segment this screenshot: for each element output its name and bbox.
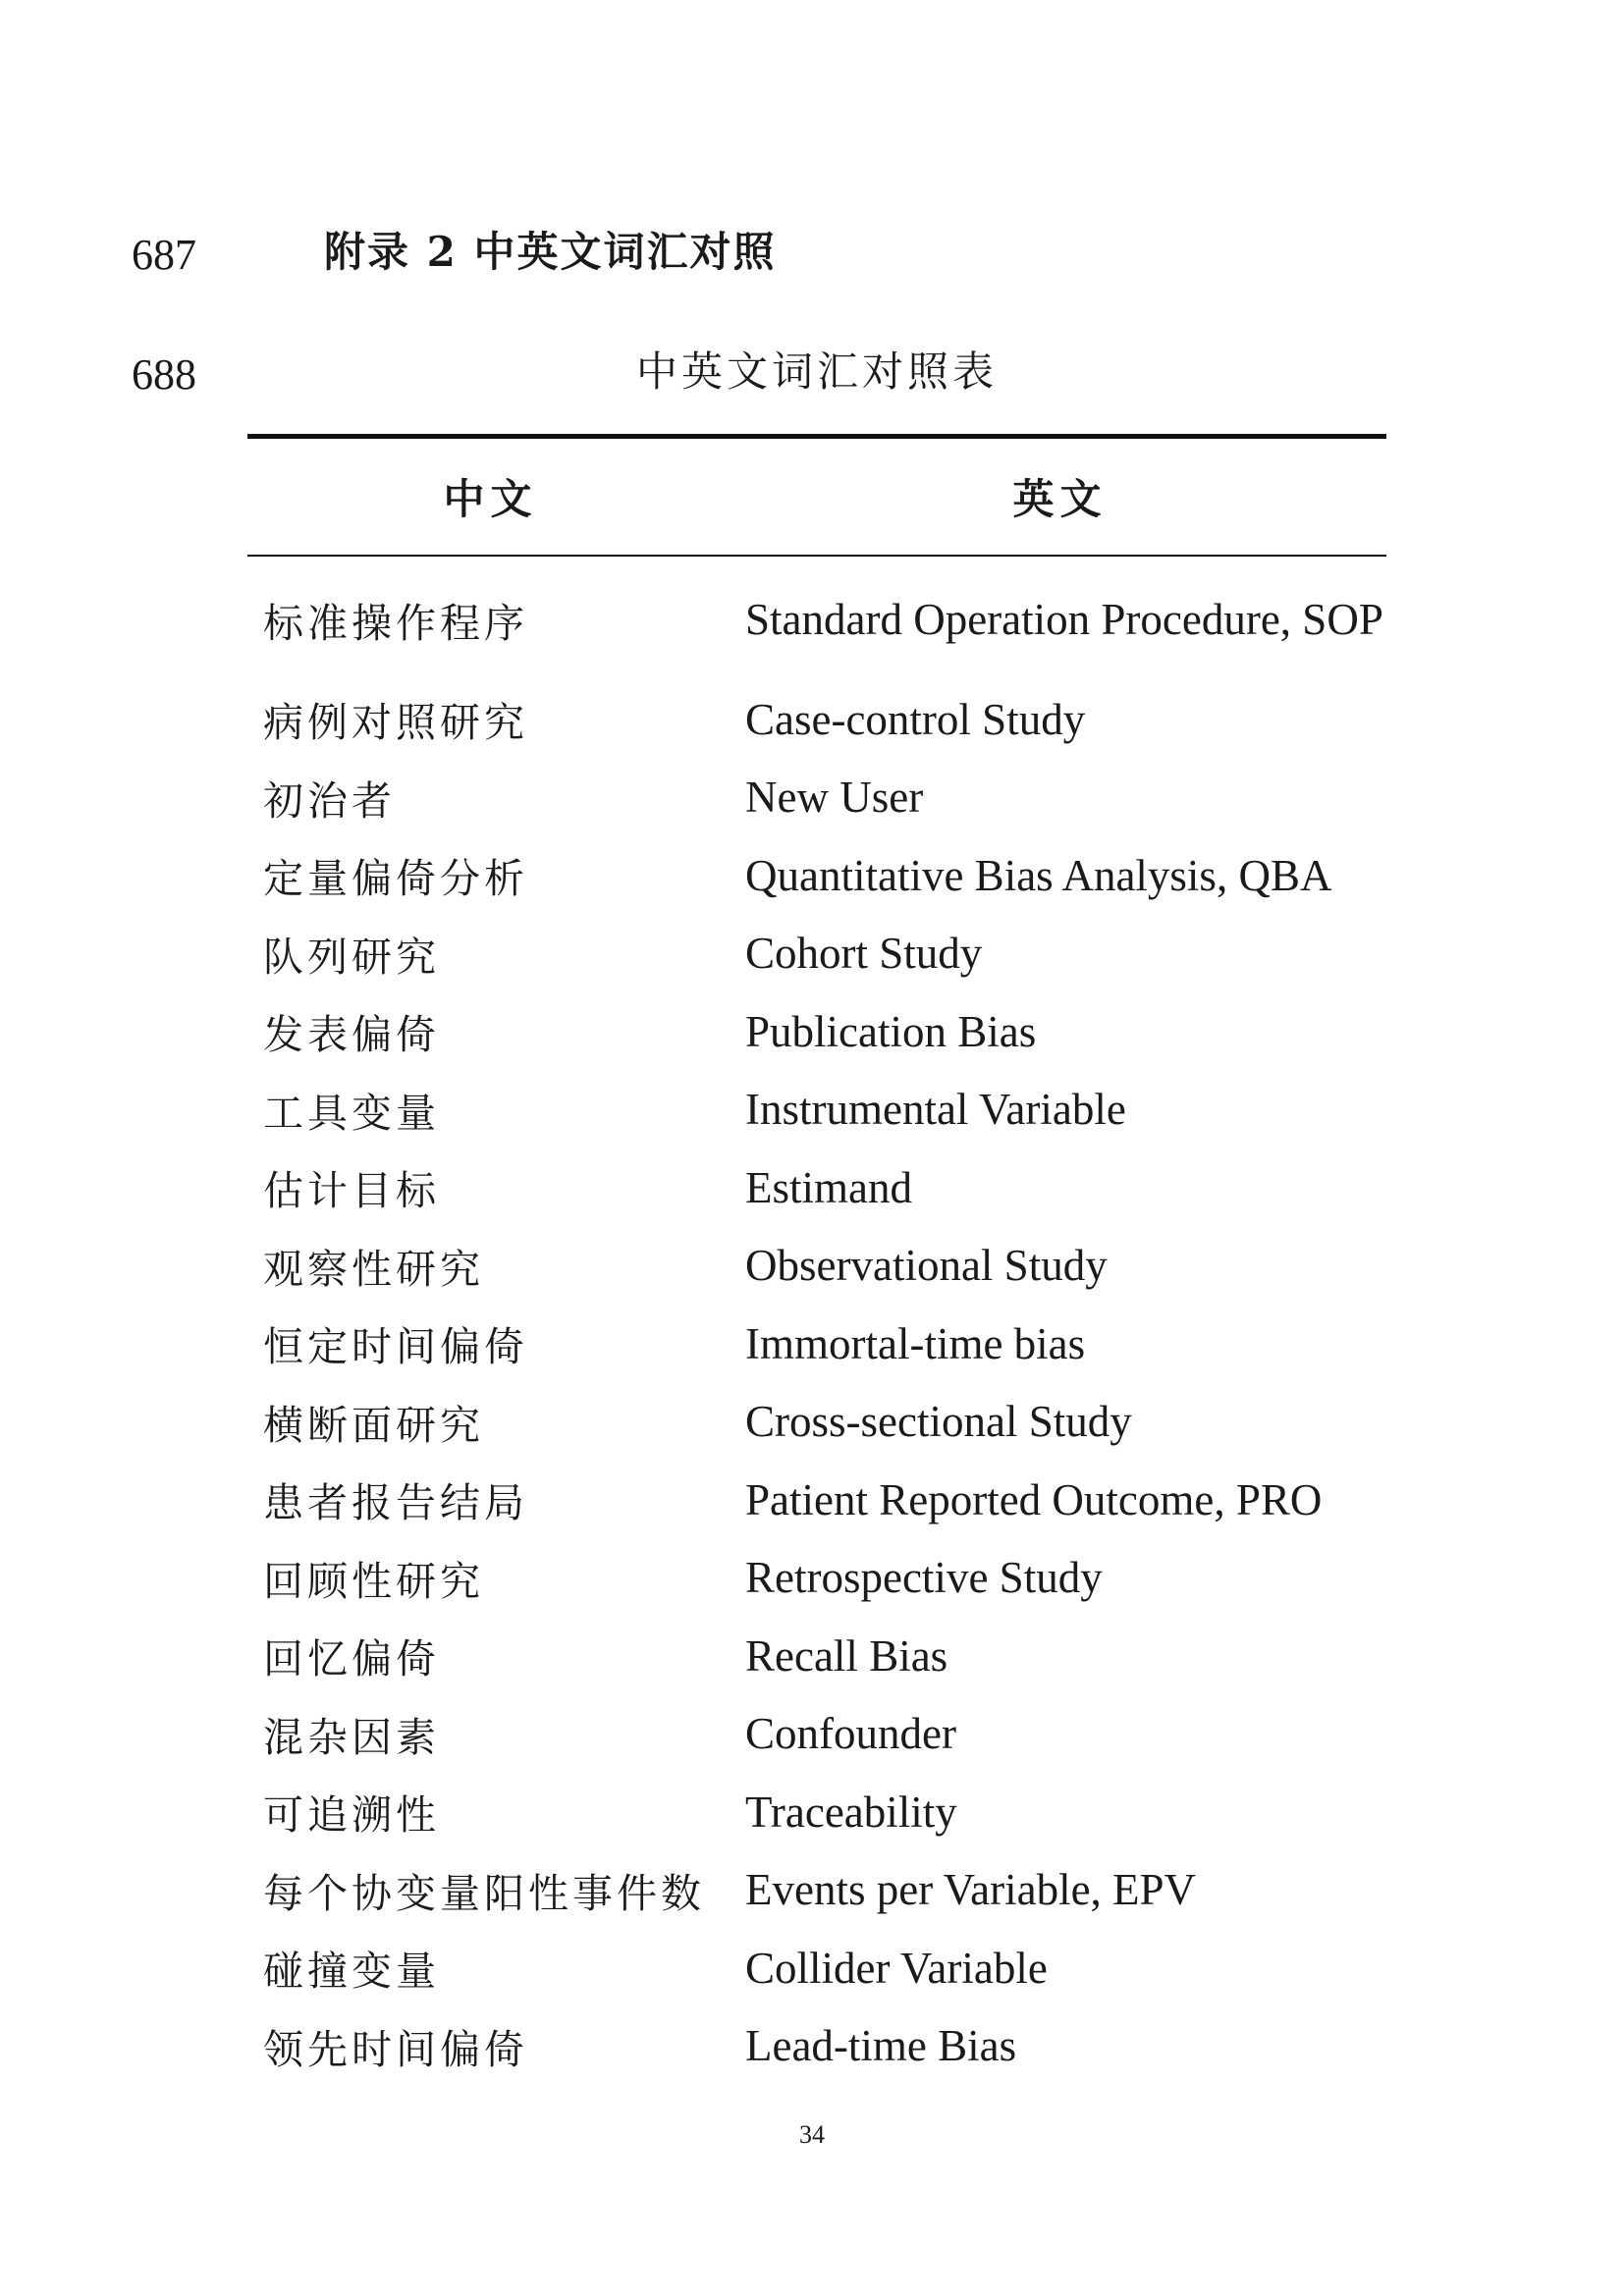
term-chinese: 恒定时间偏倚 <box>263 1323 528 1371</box>
line-number-caption: 688 <box>132 350 196 399</box>
table-body <box>247 557 1386 2085</box>
table-row <box>247 1929 1386 2007</box>
term-english: Estimand <box>745 1162 912 1212</box>
term-chinese: 病例对照研究 <box>263 699 528 747</box>
term-chinese: 混杂因素 <box>263 1713 440 1761</box>
term-english: Standard Operation Procedure, SOP <box>745 595 1383 644</box>
term-chinese: 碰撞变量 <box>263 1948 440 1996</box>
term-english: Observational Study <box>745 1241 1108 1291</box>
term-english: Cohort Study <box>745 929 983 979</box>
term-english: Events per Variable, EPV <box>745 1865 1197 1915</box>
table-row <box>247 1695 1386 1774</box>
term-chinese: 初治者 <box>263 776 396 825</box>
table-row <box>247 1851 1386 1930</box>
table-row <box>247 1227 1386 1306</box>
term-english: New User <box>745 773 924 823</box>
table-row <box>247 836 1386 915</box>
line-number-heading: 687 <box>132 231 196 279</box>
table-row <box>247 680 1386 759</box>
term-chinese: 定量偏倚分析 <box>263 855 528 903</box>
term-english: Confounder <box>745 1709 956 1759</box>
term-english: Recall Bias <box>745 1630 948 1681</box>
term-english: Retrospective Study <box>745 1553 1103 1603</box>
term-chinese: 回顾性研究 <box>263 1557 484 1605</box>
term-chinese: 可追溯性 <box>263 1791 440 1840</box>
term-english: Immortal-time bias <box>745 1318 1086 1368</box>
table-row <box>247 2007 1386 2086</box>
table-row <box>247 1773 1386 1851</box>
table-row <box>247 759 1386 837</box>
term-chinese: 领先时间偏倚 <box>263 2025 528 2073</box>
page-number: 34 <box>799 2120 825 2149</box>
term-english: Patient Reported Outcome, PRO <box>745 1474 1323 1524</box>
glossary-table <box>247 434 1386 2085</box>
table-row <box>247 1305 1386 1383</box>
term-english: Case-control Study <box>745 694 1086 744</box>
term-chinese: 发表偏倚 <box>263 1011 440 1059</box>
term-english: Lead-time Bias <box>745 2021 1017 2071</box>
appendix-heading: 附录 2 中英文词汇对照 <box>324 228 777 276</box>
term-chinese: 患者报告结局 <box>263 1479 528 1527</box>
term-english: Instrumental Variable <box>745 1085 1126 1135</box>
table-header-row <box>247 439 1386 555</box>
table-row <box>247 992 1386 1071</box>
table-row <box>247 559 1386 680</box>
term-english: Publication Bias <box>745 1006 1037 1056</box>
term-english: Collider Variable <box>745 1943 1048 1993</box>
column-header-chinese: 中文 <box>443 475 538 523</box>
table-row <box>247 1539 1386 1618</box>
term-chinese: 观察性研究 <box>263 1245 484 1293</box>
term-chinese: 工具变量 <box>263 1089 440 1137</box>
table-row <box>247 915 1386 993</box>
column-header-english: 英文 <box>1012 475 1108 523</box>
term-english: Cross-sectional Study <box>745 1397 1132 1447</box>
term-chinese: 队列研究 <box>263 933 440 981</box>
term-english: Quantitative Bias Analysis, QBA <box>745 850 1332 900</box>
term-chinese: 标准操作程序 <box>263 599 528 647</box>
term-chinese: 每个协变量阳性事件数 <box>263 1869 705 1917</box>
table-row <box>247 1383 1386 1462</box>
term-english: Traceability <box>745 1787 957 1837</box>
table-row <box>247 1071 1386 1149</box>
table-row <box>247 1617 1386 1695</box>
table-row <box>247 1461 1386 1539</box>
term-chinese: 横断面研究 <box>263 1401 484 1449</box>
term-chinese: 回忆偏倚 <box>263 1635 440 1683</box>
table-row <box>247 1148 1386 1227</box>
table-caption: 中英文词汇对照表 <box>635 347 998 396</box>
term-chinese: 估计目标 <box>263 1167 440 1215</box>
